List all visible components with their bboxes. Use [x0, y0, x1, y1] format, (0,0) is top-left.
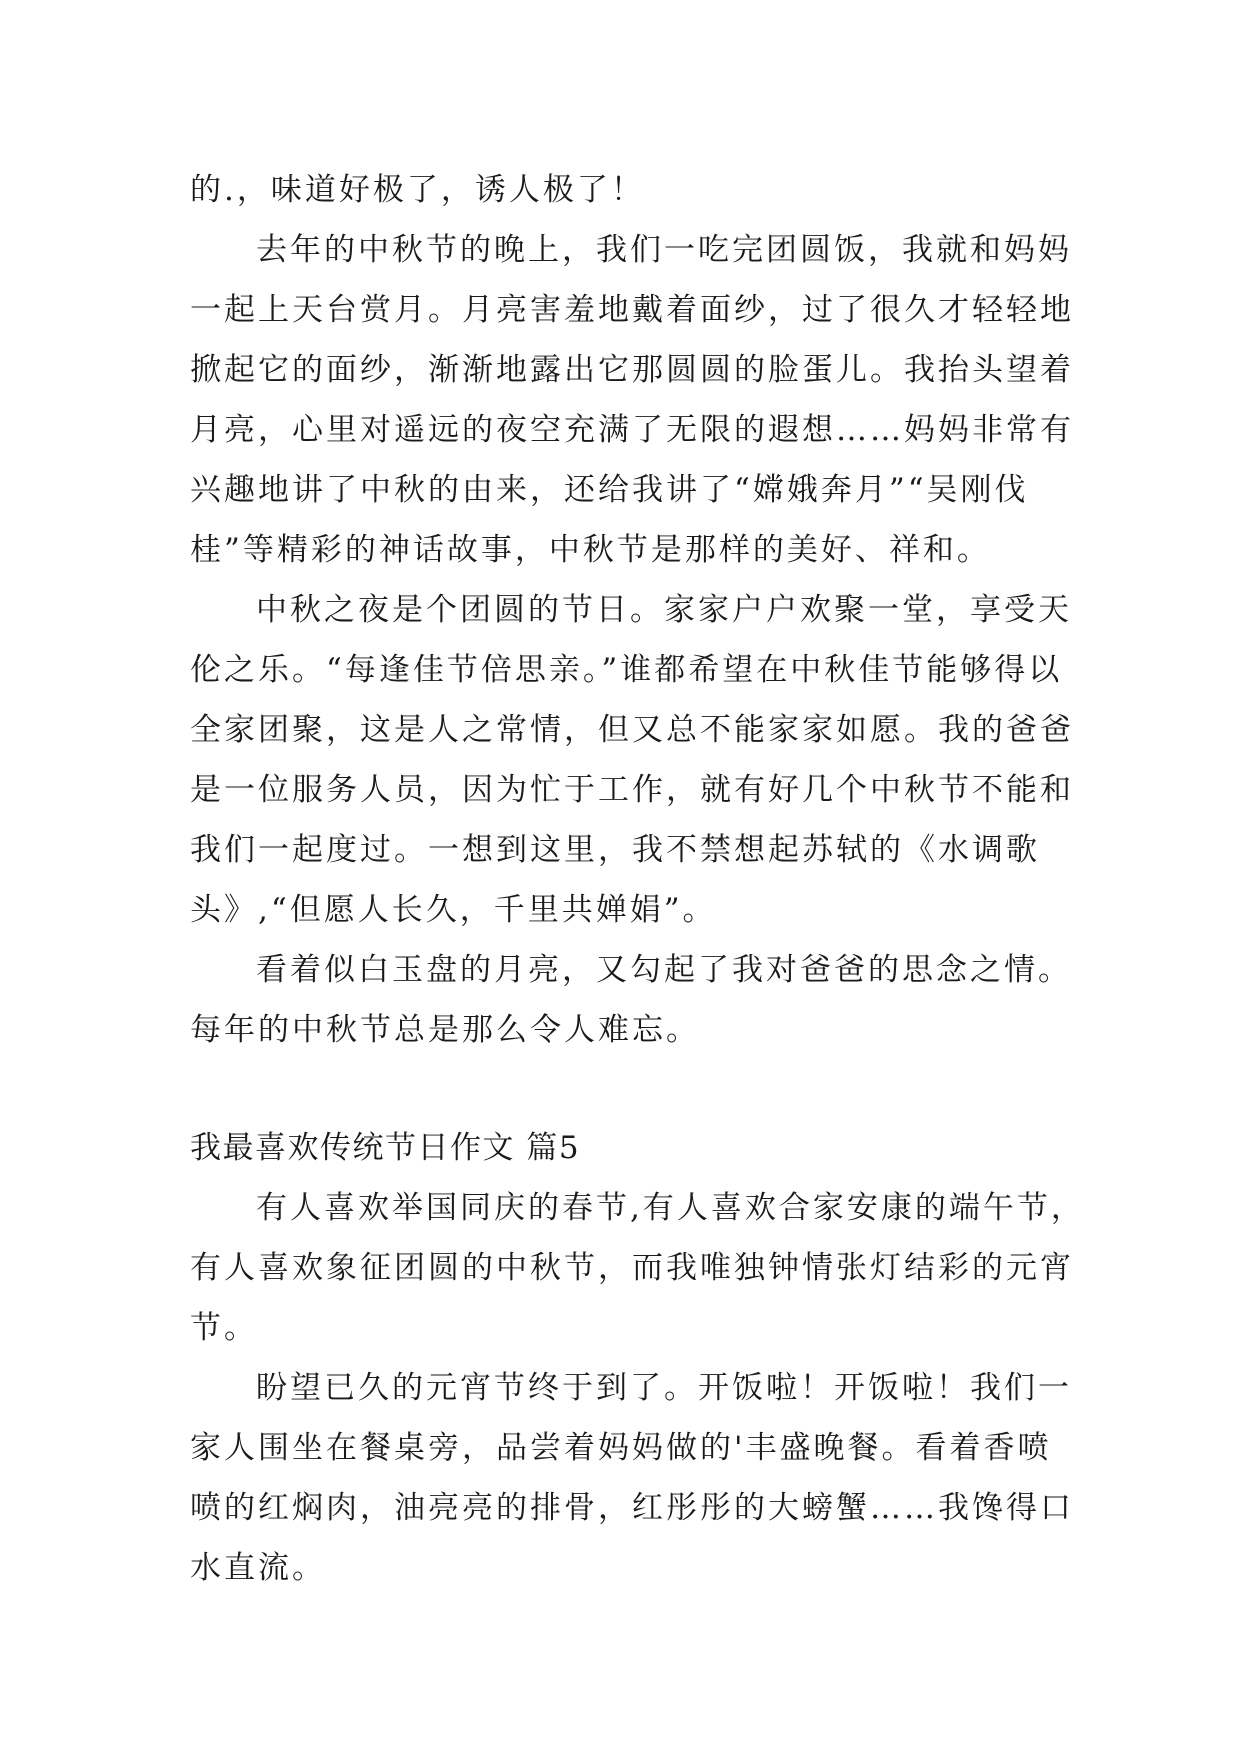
paragraph-continuation	[190, 160, 1070, 220]
text-line: 伦之乐。“每逢佳节倍思亲。”谁都希望在中秋佳节能够得以	[190, 652, 1063, 688]
text-line: 喷的红焖肉，油亮亮的排骨，红彤彤的大螃蟹……我馋得口	[190, 1490, 1074, 1526]
heading-text: 我最喜欢传统节日作文 篇5	[190, 1130, 581, 1166]
text-line: 掀起它的面纱，渐渐地露出它那圆圆的脸蛋儿。我抬头望着	[190, 352, 1074, 388]
paragraph-mid-autumn-night	[190, 220, 1074, 580]
text-line: 全家团聚，这是人之常情，但又总不能家家如愿。我的爸爸	[190, 712, 1074, 748]
text-line: 桂”等精彩的神话故事，中秋节是那样的美好、祥和。	[190, 532, 991, 568]
text-line: 是一位服务人员，因为忙于工作，就有好几个中秋节不能和	[190, 772, 1074, 808]
text-line: 兴趣地讲了中秋的由来，还给我讲了“嫦娥奔月”“吴刚伐	[190, 472, 1029, 508]
text-line: 头》,“但愿人长久，千里共婵娟”。	[190, 892, 717, 928]
text-line: 有人喜欢举国同庆的春节,有人喜欢合家安康的端午节，	[256, 1190, 1085, 1226]
text-line: 中秋之夜是个团圆的节日。家家户户欢聚一堂，享受天	[256, 592, 1072, 628]
text-line: 家人围坐在餐桌旁，品尝着妈妈做的'丰盛晚餐。看着香喷	[190, 1430, 1052, 1466]
text-line: 盼望已久的元宵节终于到了。开饭啦！开饭啦！我们一	[256, 1370, 1072, 1406]
section-heading	[190, 1118, 1070, 1178]
text-line: 月亮，心里对遥远的夜空充满了无限的遐想……妈妈非常有	[190, 412, 1074, 448]
paragraph-lantern-dinner	[190, 1358, 1074, 1598]
text-line: 看着似白玉盘的月亮，又勾起了我对爸爸的思念之情。	[256, 952, 1072, 988]
text-line: 每年的中秋节总是那么令人难忘。	[190, 1012, 700, 1048]
text-line: 有人喜欢象征团圆的中秋节，而我唯独钟情张灯结彩的元宵	[190, 1250, 1074, 1286]
text-line: 我们一起度过。一想到这里，我不禁想起苏轼的《水调歌	[190, 832, 1040, 868]
text-line: 去年的中秋节的晚上，我们一吃完团圆饭，我就和妈妈	[256, 232, 1072, 268]
text-line: 节。	[190, 1310, 258, 1346]
text-line: 一起上天台赏月。月亮害羞地戴着面纱，过了很久才轻轻地	[190, 292, 1074, 328]
text-line: 的.，味道好极了，诱人极了！	[190, 172, 645, 208]
document-page	[190, 160, 1085, 1598]
text-line: 水直流。	[190, 1550, 326, 1586]
paragraph-reunion	[190, 580, 1074, 940]
paragraph-missing-father	[190, 940, 1070, 1060]
paragraph-festivals-intro	[190, 1178, 1085, 1358]
